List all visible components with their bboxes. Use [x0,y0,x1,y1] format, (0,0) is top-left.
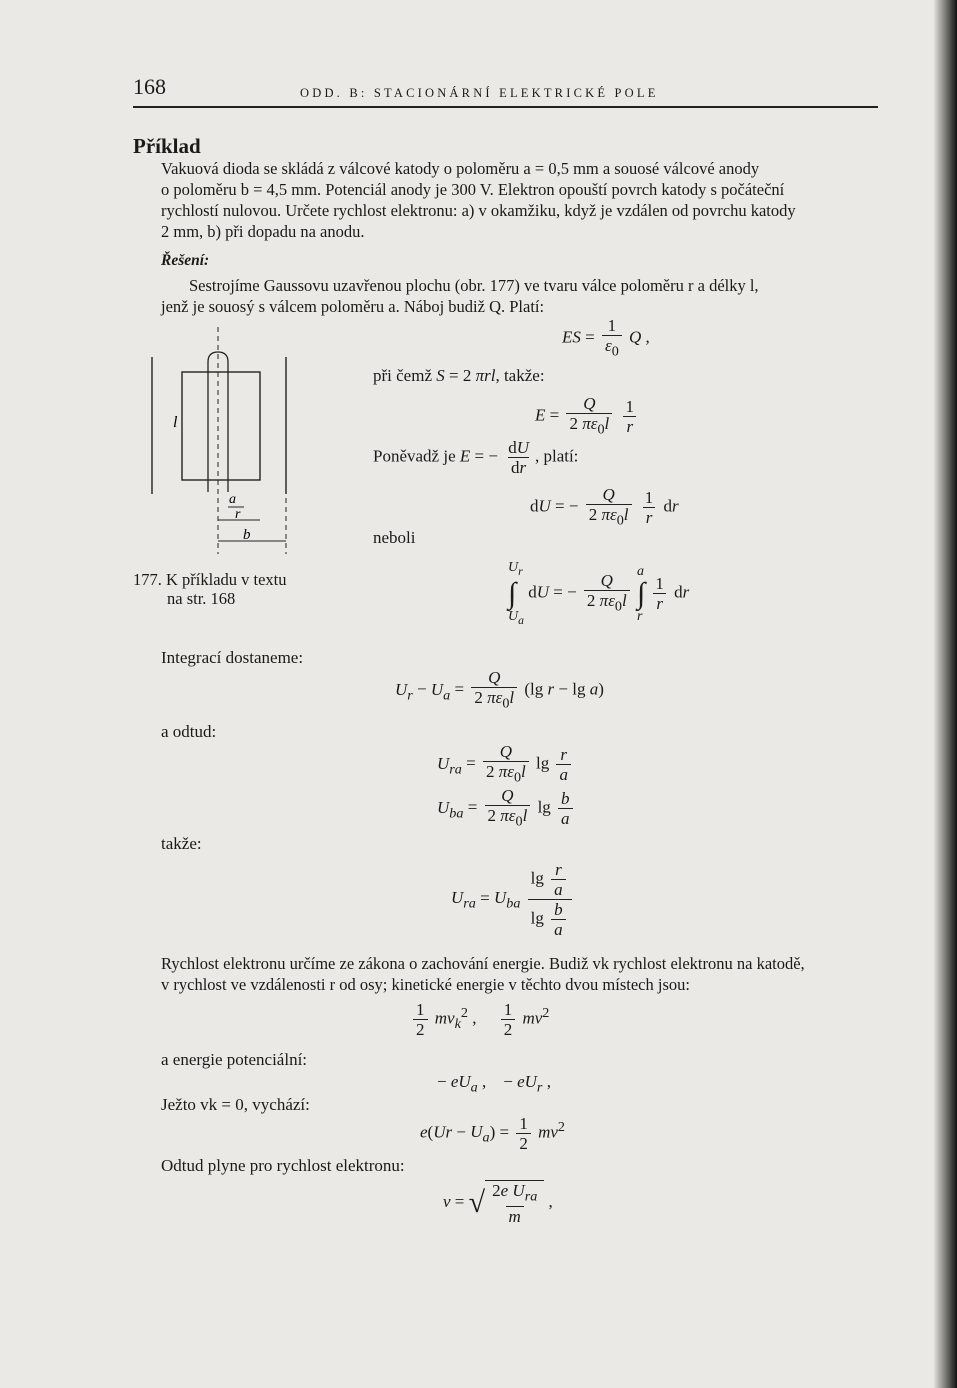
running-head: ODD. B: STACIONÁRNÍ ELEKTRICKÉ POLE [300,86,659,100]
figure-label-l: l [173,414,178,431]
text-jezto: Ježto vk = 0, vychází: [161,1095,310,1114]
equation-velocity: v = √ $\frac{2e U_{ra}}{m}$ , [443,1181,553,1227]
equation-potential-difference: $U_r - U_a$ = $\frac{Q}{2 \pi\varepsilon_0l}$ (lg r − lg a) [395,668,604,712]
solution-label: Řešení: [161,252,210,269]
figure-177-diagram [140,322,300,557]
text-pri-cemz: při čemž S = 2 πrl, takže: [373,366,545,385]
equation-du: dU = − $\frac{Q}{2 \pi\varepsilon_0l}$ $\frac{1}{r}$ dr [530,485,679,529]
equation-potential-energy: − $eU_a$ , − $eU_r$ , [437,1072,551,1096]
figure-caption [133,570,287,608]
problem-statement [161,158,796,242]
text-a-odtud: a odtud: [161,722,217,741]
equation-ura-ratio: $U_{ra} = U_{ba}$ lg $\frac{r}{a}$ lg $\frac{b}{a}$ [451,860,575,939]
equation-energy-conservation: $e(Ur - U_a)$ = $\frac{1}{2}$ $mv^2$ [420,1114,565,1153]
equation-kinetic: $\frac{1}{2}$ $mv_k^2$ , $\frac{1}{2}$ $mv^2$ [410,1000,549,1039]
equation-field: E = $\frac{Q}{2 \pi\varepsilon_0l}$ $\frac{1}{r}$ [535,394,640,439]
text-takze: takže: [161,834,202,853]
header-rule [133,106,878,108]
caption-line: na str. 168 [167,589,236,608]
energy-line: v rychlost ve vzdálenosti r od osy; kinetické energie v těchto dvou místech jsou: [161,975,690,994]
problem-line: Vakuová dioda se skládá z válcové katody o poloměru a = 0,5 mm a souosé válcové anody [161,159,760,178]
text-potencialni: a energie potenciální: [161,1050,308,1069]
example-heading: Příklad [133,134,201,158]
figure-label-r: r [235,507,241,522]
text-odtud: Odtud plyne pro rychlost elektronu: [161,1156,405,1175]
scan-edge-shadow [933,0,957,1388]
solution-intro [161,275,759,317]
page-number: 168 [133,74,166,99]
figure-label-a: a [229,492,236,507]
energy-line: Rychlost elektronu určíme ze zákona o zachování energie. Budiž vk rychlost elektronu na katodě, [161,954,805,973]
text-ponevadz: Poněvadž je E = − $\frac{dU}{dr}$ , platí: [373,438,579,477]
text-neboli: neboli [373,528,416,547]
caption-line: 177. K příkladu v textu [133,570,287,589]
problem-line: o poloměru b = 4,5 mm. Potenciál anody je 300 V. Elektron opouští povrch katody s počáteční [161,180,785,199]
solution-line: Sestrojíme Gaussovu uzavřenou plochu (obr. 177) ve tvaru válce poloměru r a délky l, [189,276,759,295]
equation-integral: $U_r$ ∫ $U_a$ dU = − $\frac{Q}{2 \pi\varepsilon_0l}$ a ∫ r $\frac{1}{r}$ dr [508,560,690,627]
equation-ura: $U_{ra}$ = $\frac{Q}{2 \pi\varepsilon_0l}$ lg $\frac{r}{a}$ [437,742,574,787]
figure-label-b: b [243,527,251,543]
equation-uba: $U_{ba}$ = $\frac{Q}{2 \pi\varepsilon_0l}$ lg $\frac{b}{a}$ [437,786,576,831]
energy-paragraph [161,953,805,995]
problem-line: rychlostí nulovou. Určete rychlost elektronu: a) v okamžiku, když je vzdálen od povrchu katody [161,201,796,220]
problem-line: 2 mm, b) při dopadu na anodu. [161,222,365,241]
equation-gauss: ES = $\frac{1}{\varepsilon_0}$ Q , [562,316,650,360]
solution-line: jenž je souosý s válcem poloměru a. Náboj budiž Q. Platí: [161,297,545,316]
text-integraci: Integrací dostaneme: [161,648,304,667]
